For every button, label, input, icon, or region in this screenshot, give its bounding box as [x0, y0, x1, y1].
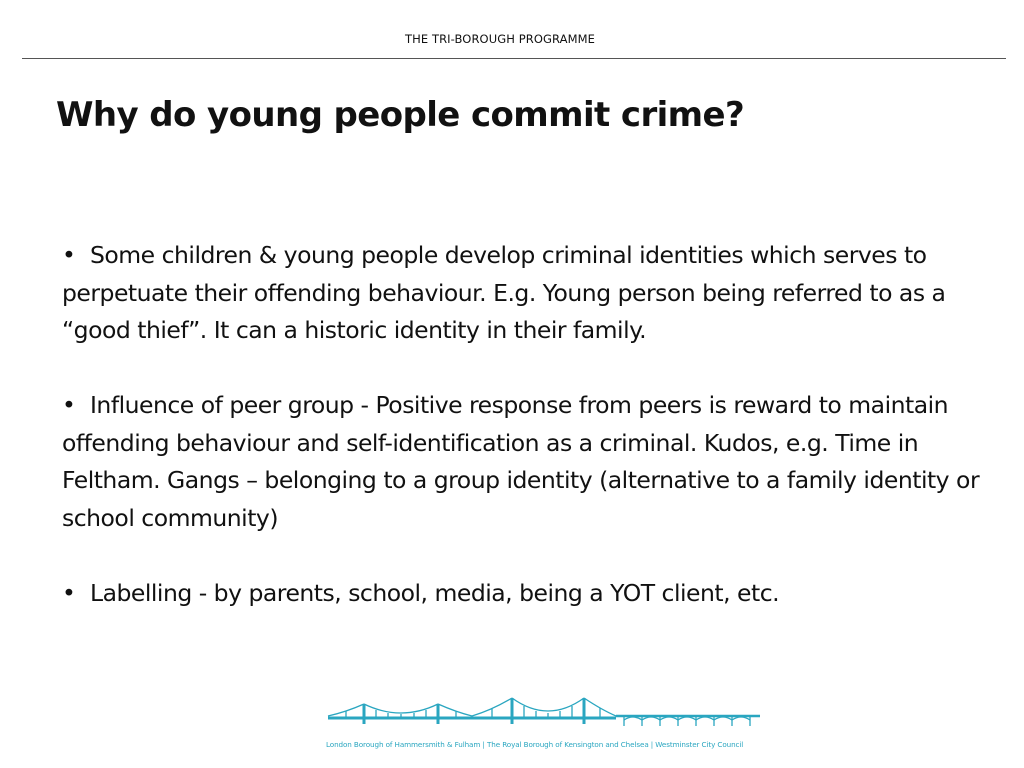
bullet-text: Some children & young people develop criminal identities which serves to perpetuate their offending behaviour. E.g. Young person being referred to as a “good thief”. It can a historic identity in their family. [62, 241, 946, 344]
bullet-text: Labelling - by parents, school, media, being a YOT client, etc. [90, 578, 780, 607]
programme-header: THE TRI-BOROUGH PROGRAMME [404, 32, 596, 46]
bullet-marker: • [62, 391, 76, 419]
bullet-item [62, 575, 982, 613]
bullet-item [62, 237, 982, 350]
header-divider [22, 58, 1006, 59]
bullet-marker: • [62, 578, 76, 607]
slide-title: Why do young people commit crime? [56, 95, 745, 135]
bullet-marker: • [62, 241, 76, 269]
bullet-text: Influence of peer group - Positive response from peers is reward to maintain offending behaviour and self-identification as a criminal. Kudos, e.g. Time in Feltham. Gangs – belonging to a group identity (alternative to a family identity or school community) [62, 391, 980, 532]
bullet-list [62, 237, 982, 650]
bullet-item [62, 387, 982, 537]
footer-caption: London Borough of Hammersmith & Fulham | The Royal Borough of Kensington and Chelsea | Westminster City Council [326, 740, 744, 749]
